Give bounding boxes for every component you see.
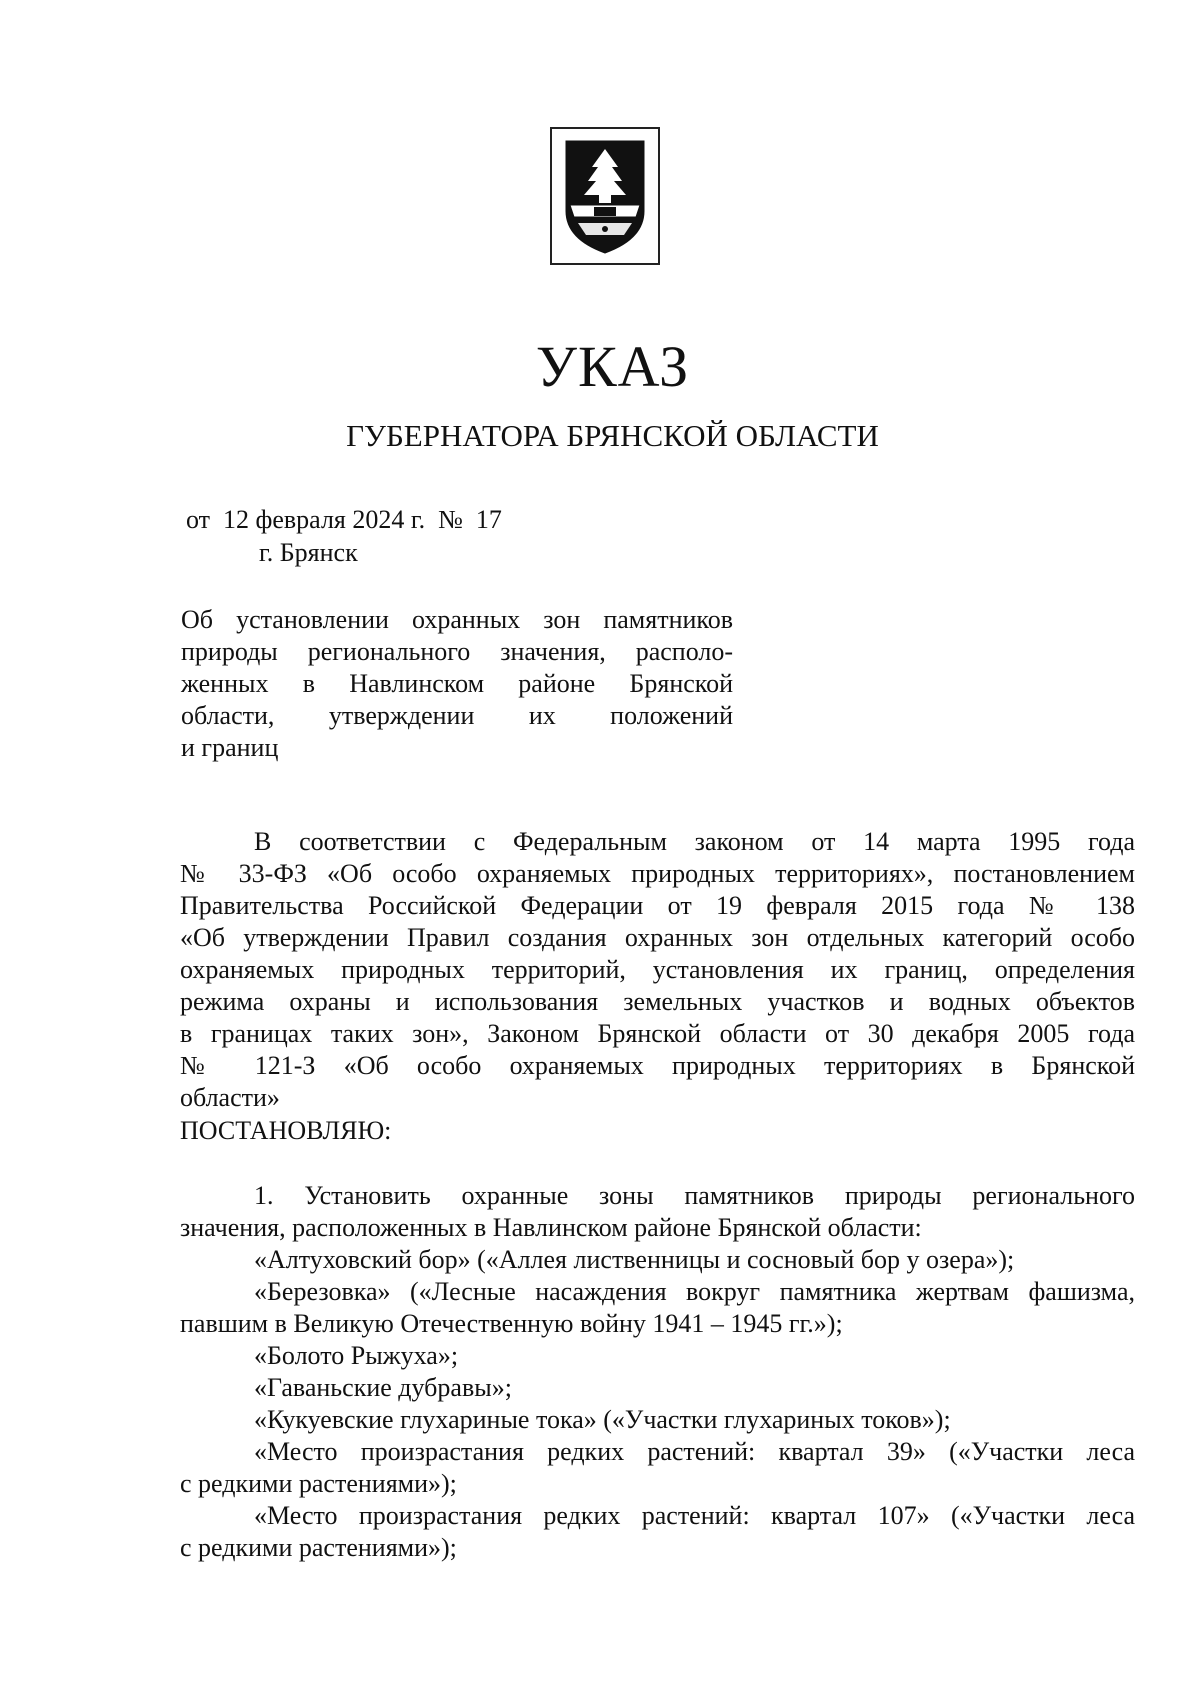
document-city: г. Брянск xyxy=(259,538,358,567)
item-line: с редкими растениями»); xyxy=(180,1533,457,1562)
heading-line: природы регионального значения, располо- xyxy=(181,637,733,666)
decree-word: ПОСТАНОВЛЯЮ: xyxy=(180,1116,392,1145)
heading-line: области, утверждении их положений xyxy=(181,701,733,730)
item-line: «Болото Рыжуха»; xyxy=(254,1341,459,1370)
document-heading xyxy=(181,604,733,764)
item-line: «Кукуевские глухариные тока» («Участки глухариных токов»); xyxy=(254,1405,951,1434)
item-line: «Место произрастания редких растений: квартал 39» («Участки леса xyxy=(254,1437,1135,1466)
item-line: «Место произрастания редких растений: квартал 107» («Участки леса xyxy=(254,1501,1135,1530)
document-subtitle: ГУБЕРНАТОРА БРЯНСКОЙ ОБЛАСТИ xyxy=(346,418,879,453)
item-line: «Березовка» («Лесные насаждения вокруг памятника жертвам фашизма, xyxy=(254,1277,1135,1306)
preamble-line: режима охраны и использования земельных участков и водных объектов xyxy=(180,987,1135,1016)
preamble-line: В соответствии с Федеральным законом от 14 марта 1995 года xyxy=(254,827,1135,856)
item-line: «Гаваньские дубравы»; xyxy=(254,1373,512,1402)
document-date-number: от 12 февраля 2024 г. № 17 xyxy=(186,505,502,534)
preamble-line: охраняемых природных территорий, установления их границ, определения xyxy=(180,955,1135,984)
preamble-line: № 121-З «Об особо охраняемых природных территориях в Брянской xyxy=(180,1051,1135,1080)
preamble-paragraph xyxy=(180,826,1135,1114)
heading-line: Об установлении охранных зон памятников xyxy=(181,605,733,634)
heading-line: женных в Навлинском районе Брянской xyxy=(181,669,733,698)
preamble-line: в границах таких зон», Законом Брянской области от 30 декабря 2005 года xyxy=(180,1019,1135,1048)
bryansk-coat-of-arms-icon xyxy=(550,127,660,265)
preamble-line: области» xyxy=(180,1083,280,1112)
item-line: значения, расположенных в Навлинском районе Брянской области: xyxy=(180,1213,922,1242)
preamble-line: № 33-ФЗ «Об особо охраняемых природных территориях», постановлением xyxy=(180,859,1135,888)
preamble-line: Правительства Российской Федерации от 19 февраля 2015 года № 138 xyxy=(180,891,1135,920)
preamble-line: «Об утверждении Правил создания охранных зон отдельных категорий особо xyxy=(180,923,1135,952)
item-line: «Алтуховский бор» («Аллея лиственницы и сосновый бор у озера»); xyxy=(254,1245,1015,1274)
item-line: 1. Установить охранные зоны памятников природы регионального xyxy=(254,1181,1135,1210)
decree-items xyxy=(180,1180,1135,1564)
heading-line: и границ xyxy=(181,733,279,762)
item-line: с редкими растениями»); xyxy=(180,1469,457,1498)
item-line: павшим в Великую Отечественную войну 1941 – 1945 гг.»); xyxy=(180,1309,843,1338)
document-title: УКАЗ xyxy=(535,334,690,399)
